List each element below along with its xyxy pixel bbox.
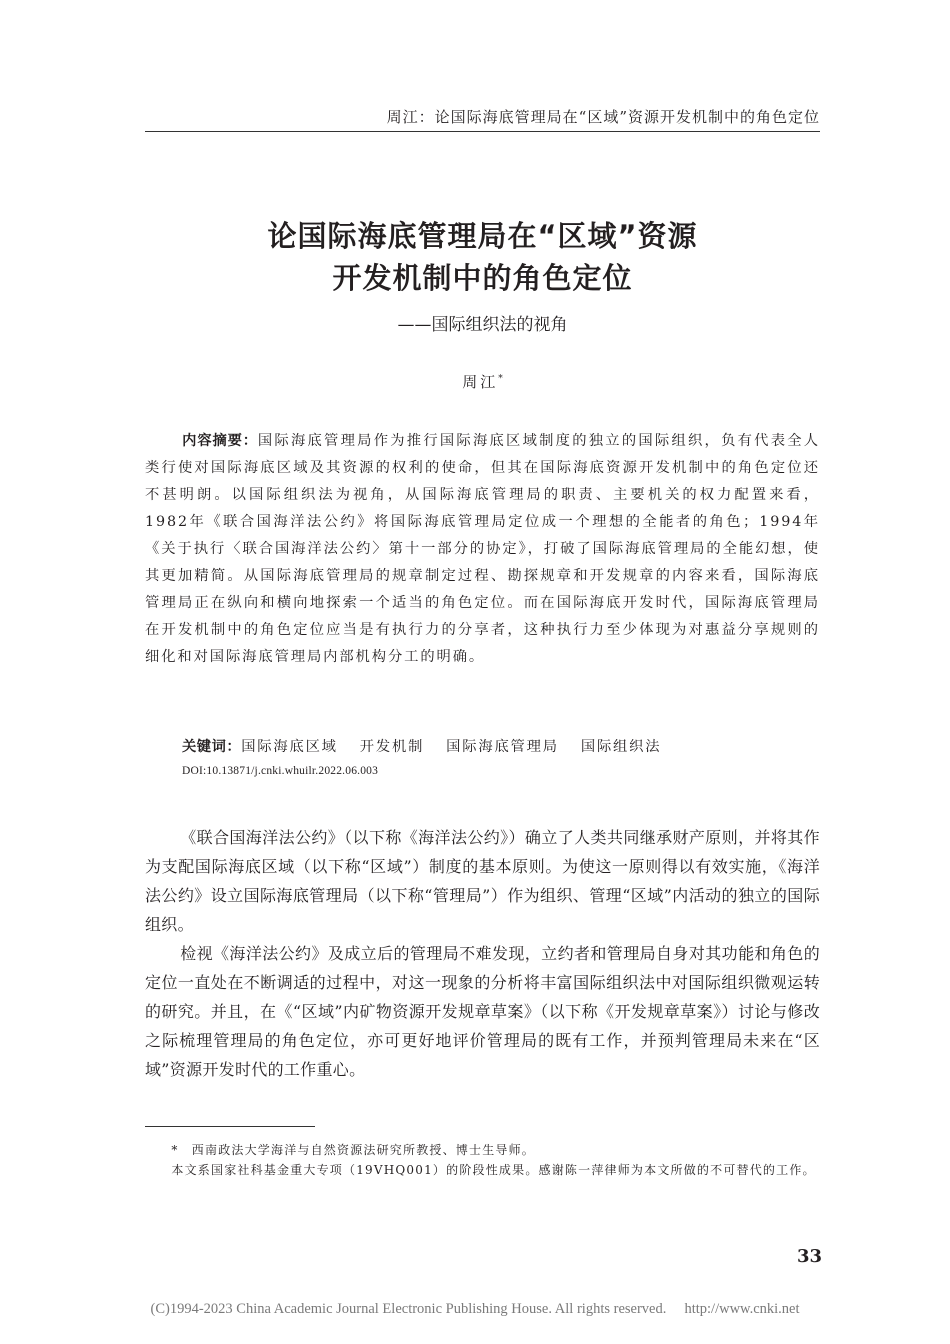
article-subtitle: ——国际组织法的视角	[397, 315, 568, 335]
keyword: 国际海底区域	[241, 739, 338, 755]
abstract	[145, 428, 820, 671]
copyright-watermark: (C)1994-2023 China Academic Journal Electronic Publishing House. All rights reserved. http://www.cnki.net	[150, 1301, 800, 1317]
author-footnote-mark: *	[498, 374, 503, 384]
header-rule	[145, 131, 820, 132]
footnote-funding: 本文系国家社科基金重大专项（19VHQ001）的阶段性成果。感谢陈一萍律师为本文所做的不可替代的工作。	[171, 1163, 816, 1177]
keywords-label: 关键词：	[182, 739, 242, 755]
footnote-rule	[145, 1126, 315, 1127]
abstract-text: 国际海底管理局作为推行国际海底区域制度的独立的国际组织，负有代表全人类行使对国际海底区域及其资源的权利的使命，但其在国际海底资源开发机制中的角色定位还不甚明朗。以国际组织法为视角，从国际海底管理局的职责、主要机关的权力配置来看，1982年《联合国海洋法公约》将国际海底管理局定位成一个理想的全能者的角色；1994年《关于执行〈联合国海洋法公约〉第十一部分的协定》，打破了国际海底管理局的全能幻想，使其更加精简。从国际海底管理局的规章制定过程、勘探规章和开发规章的内容来看，国际海底管理局正在纵向和横向地探索一个适当的角色定位。而在国际海底开发时代，国际海底管理局在开发机制中的角色定位应当是有执行力的分享者，这种执行力至少体现为对惠益分享规则的细化和对国际海底管理局内部机构分工的明确。	[145, 433, 820, 665]
running-header: 周江：论国际海底管理局在“区域”资源开发机制中的角色定位	[386, 108, 820, 126]
keywords	[182, 736, 683, 756]
body-paragraph: 《联合国海洋法公约》（以下称《海洋法公约》）确立了人类共同继承财产原则，并将其作为支配国际海底区域（以下称“区域”）制度的基本原则。为使这一原则得以有效实施，《海洋法公约》设立国际海底管理局（以下称“管理局”）作为组织、管理“区域”内活动的独立的国际组织。	[145, 828, 820, 934]
footnotes	[145, 1140, 820, 1180]
keyword: 国际组织法	[580, 739, 662, 755]
page-number: 33	[796, 1246, 822, 1267]
body-paragraph: 检视《海洋法公约》及成立后的管理局不难发现，立约者和管理局自身对其功能和角色的定位一直处在不断调适的过程中，对这一现象的分析将丰富国际组织法中对国际组织微观运转的研究。并且，在《“区域”内矿物资源开发规章草案》（以下称《开发规章草案》）讨论与修改之际梳理管理局的角色定位，亦可更好地评价管理局的既有工作，并预判管理局未来在“区域”资源开发时代的工作重心。	[145, 944, 820, 1079]
keyword: 国际海底管理局	[446, 739, 559, 755]
doi: DOI:10.13871/j.cnki.whuilr.2022.06.003	[182, 765, 379, 777]
abstract-label: 内容摘要：	[182, 433, 258, 449]
title-line-1: 论国际海底管理局在“区域”资源	[267, 219, 698, 253]
article-title	[145, 215, 820, 299]
footnote-author: * 西南政法大学海洋与自然资源法研究所教授、博士生导师。	[171, 1143, 535, 1157]
body-text	[145, 823, 820, 1084]
author-name: 周江	[462, 373, 499, 391]
author	[145, 371, 820, 392]
title-line-2: 开发机制中的角色定位	[332, 261, 633, 295]
keyword: 开发机制	[359, 739, 425, 755]
